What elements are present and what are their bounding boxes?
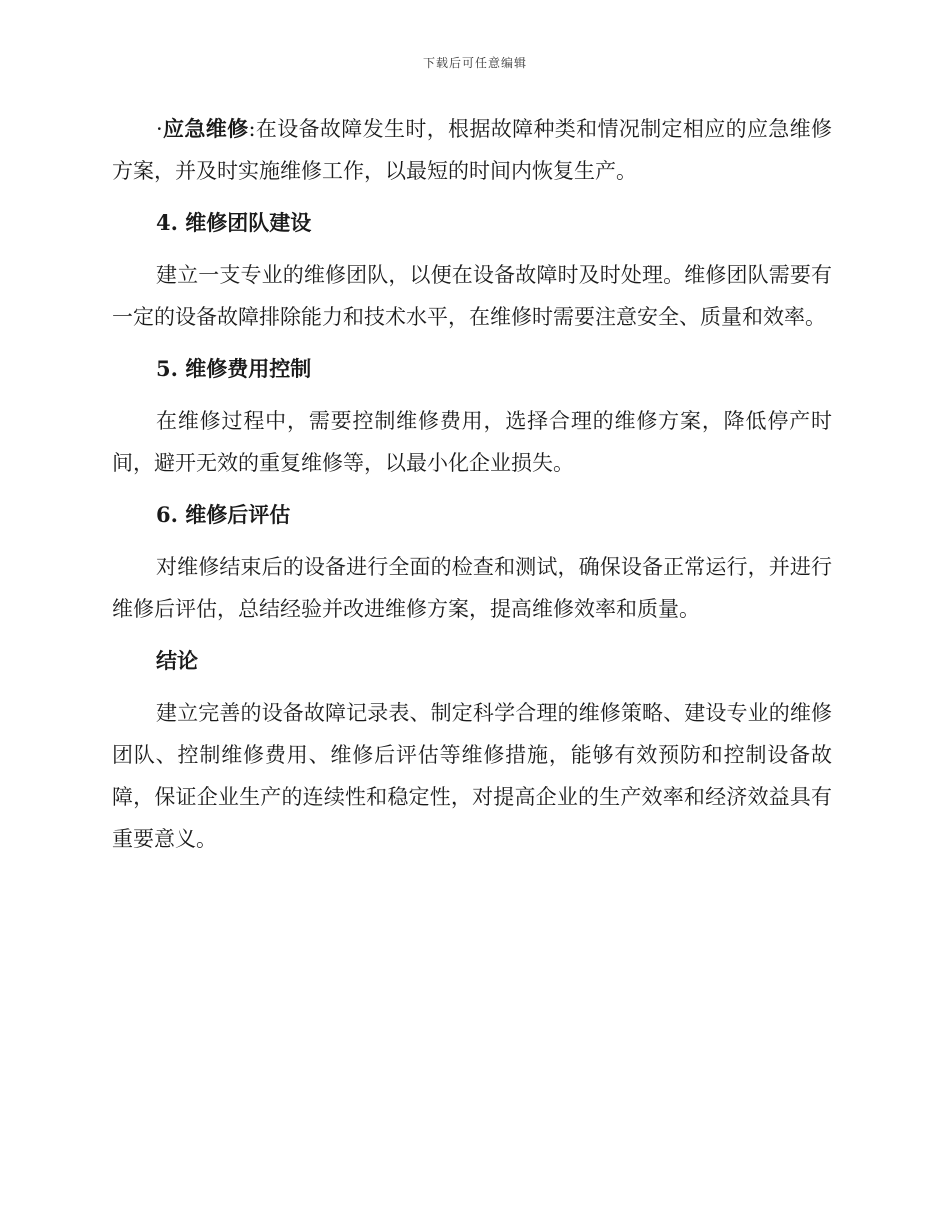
- section-heading-4: 4. 维修团队建设: [156, 210, 312, 235]
- bullet-term: 应急维修: [162, 116, 249, 141]
- bullet-marker: ·: [156, 117, 163, 141]
- section-heading-5: 5. 维修费用控制: [156, 356, 312, 381]
- bullet-colon: :: [248, 117, 256, 141]
- section-body-4: 建立一支专业的维修团队，以便在设备故障时及时处理。维修团队需要有一定的设备故障排除能力和技术水平，在维修时需要注意安全、质量和效率。: [112, 263, 832, 329]
- section-body-5: 在维修过程中，需要控制维修费用，选择合理的维修方案，降低停产时间，避开无效的重复维修等，以最小化企业损失。: [112, 409, 832, 475]
- conclusion-body: 建立完善的设备故障记录表、制定科学合理的维修策略、建设专业的维修团队、控制维修费用、维修后评估等维修措施，能够有效预防和控制设备故障，保证企业生产的连续性和稳定性，对提高企业的生产效率和经济效益具有重要意义。: [112, 701, 832, 851]
- header-note: 下载后可任意编辑: [422, 56, 527, 70]
- section-body-6: 对维修结束后的设备进行全面的检查和测试，确保设备正常运行，并进行维修后评估，总结经验并改进维修方案，提高维修效率和质量。: [112, 555, 832, 621]
- conclusion-heading: 结论: [156, 648, 198, 673]
- bullet-text: 在设备故障发生时，根据故障种类和情况制定相应的应急维修方案，并及时实施维修工作，以最短的时间内恢复生产。: [112, 117, 833, 183]
- emergency-repair-paragraph: [112, 108, 832, 192]
- document-body: [112, 108, 832, 870]
- section-heading-6: 6. 维修后评估: [156, 502, 291, 527]
